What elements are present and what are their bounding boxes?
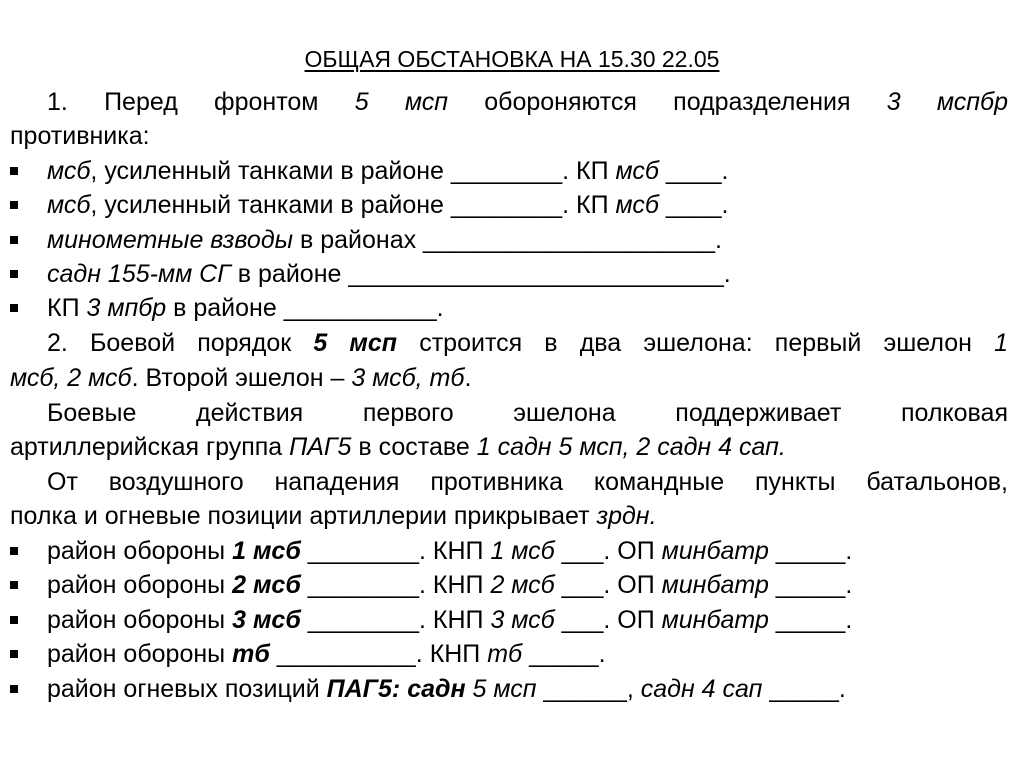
text: ____. [658, 191, 729, 219]
text: _____. [768, 537, 853, 565]
text: . [464, 364, 472, 392]
bullet-icon [10, 270, 18, 278]
unit-ref: 1 садн 5 мсп, 2 садн 4 сап. [476, 433, 786, 461]
unit-ref: садн 4 сап [640, 675, 763, 703]
text: , усиленный танками в районе ________. КП [90, 157, 616, 185]
unit-ref: 3 мсб, тб [351, 364, 465, 392]
list-item [10, 225, 1008, 255]
unit-ref: 2 мсб [232, 571, 301, 599]
text: ___. ОП [554, 537, 662, 565]
text: От воздушного нападения противника командные пункты батальонов, [47, 468, 1008, 496]
unit-ref: минбатр [661, 571, 769, 599]
unit-ref: мсб [615, 191, 659, 219]
bullet-icon [10, 547, 18, 555]
p3-line1 [10, 398, 1008, 428]
unit-ref: 3 мспбр [886, 88, 1009, 116]
unit-ref: минбатр [661, 606, 769, 634]
unit-ref: 5 мсп [465, 675, 537, 703]
unit-ref: тб [232, 640, 270, 668]
text: район обороны [47, 606, 233, 634]
list-item [10, 259, 1008, 289]
bullet-icon [10, 167, 18, 175]
unit-ref: 5 мсп [313, 329, 398, 357]
text: обороняются подразделения [448, 88, 887, 116]
unit-ref: 1 мсб [490, 537, 555, 565]
list-item [10, 156, 1008, 186]
unit-ref: мсб [615, 157, 659, 185]
bullet-icon [10, 581, 18, 589]
text: ________. КНП [300, 571, 491, 599]
unit-ref: садн 155-мм СГ [47, 260, 231, 288]
text: в районе ___________. [166, 294, 444, 322]
text: Боевые действия первого эшелона поддерживает полковая [47, 399, 1008, 427]
unit-ref: 3 мсб [490, 606, 555, 634]
text: район обороны [47, 537, 233, 565]
unit-ref: ПАГ5: садн [326, 675, 466, 703]
text: в составе [351, 433, 477, 461]
text: противника: [10, 122, 150, 150]
text: _____. [768, 571, 853, 599]
list-item [10, 639, 1008, 669]
unit-ref: мсб, 2 мсб [10, 364, 132, 392]
bullet-icon [10, 685, 18, 693]
text: район огневых позиций [47, 675, 327, 703]
list-item [10, 570, 1008, 600]
p4-line1 [10, 467, 1008, 497]
unit-ref: 3 мпбр [86, 294, 167, 322]
list-item [10, 293, 1008, 323]
unit-ref: 2 мсб [490, 571, 555, 599]
list-item [10, 605, 1008, 635]
text: ____. [658, 157, 729, 185]
unit-ref: 3 мсб [232, 606, 301, 634]
text: ______, [536, 675, 641, 703]
unit-ref: минометные взводы [47, 226, 294, 254]
p2-line1 [10, 328, 1008, 358]
unit-ref: 5 мсп [354, 88, 448, 116]
unit-ref: мсб [47, 157, 91, 185]
text: _____. [768, 606, 853, 634]
text: ___. ОП [554, 571, 662, 599]
bullet-icon [10, 616, 18, 624]
text: полка и огневые позиции артиллерии прикрывает [10, 502, 597, 530]
unit-ref: 1 мсб [232, 537, 301, 565]
text: 1. Перед фронтом [47, 88, 355, 116]
text: _____. [762, 675, 846, 703]
bullet-icon [10, 201, 18, 209]
text: район обороны [47, 571, 233, 599]
text: __________. КНП [269, 640, 488, 668]
unit-ref: 1 [994, 329, 1008, 357]
list-item [10, 190, 1008, 220]
title-text: ОБЩАЯ ОБСТАНОВКА НА 15.30 22.05 [304, 46, 720, 72]
text: КП [47, 294, 87, 322]
p3-line2 [10, 432, 1008, 462]
text: в районе ___________________________. [230, 260, 731, 288]
p2-line2 [10, 363, 1008, 393]
unit-ref: ПАГ5 [289, 433, 352, 461]
unit-ref: тб [487, 640, 523, 668]
text: артиллерийская группа [10, 433, 290, 461]
bullet-icon [10, 650, 18, 658]
list-item [10, 536, 1008, 566]
text: в районах _____________________. [293, 226, 722, 254]
text: 2. Боевой порядок [47, 329, 314, 357]
page-title [0, 44, 1024, 74]
p1-line1 [10, 87, 1008, 117]
text: ________. КНП [300, 606, 491, 634]
bullet-icon [10, 236, 18, 244]
text: _____. [522, 640, 606, 668]
bullet-icon [10, 304, 18, 312]
unit-ref: мсб [47, 191, 91, 219]
text: район обороны [47, 640, 233, 668]
unit-ref: зрдн. [596, 502, 657, 530]
text: ________. КНП [300, 537, 491, 565]
text: ___. ОП [554, 606, 662, 634]
p4-line2 [10, 501, 1008, 531]
unit-ref: минбатр [661, 537, 769, 565]
text: строится в два эшелона: первый эшелон [397, 329, 995, 357]
p1-line2 [10, 121, 1008, 151]
list-item [10, 674, 1008, 704]
text: . Второй эшелон – [131, 364, 352, 392]
text: , усиленный танками в районе ________. КП [90, 191, 616, 219]
